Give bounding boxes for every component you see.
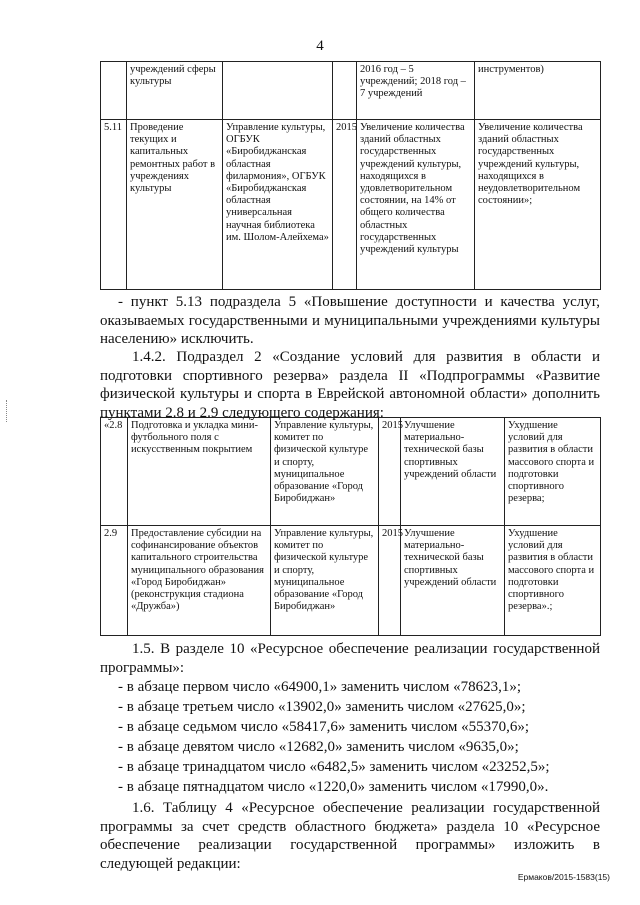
paragraph-1-5: 1.5. В разделе 10 «Ресурсное обеспечение реализации государственной программы»: — [100, 641, 600, 676]
table-culture-measures — [100, 61, 601, 290]
page-number: 4 — [316, 38, 324, 54]
list-item: - в абзаце девятом число «12682,0» заменить числом «9635,0»; — [118, 739, 519, 755]
list-item: - в абзаце третьем число «13902,0» заменить числом «27625,0»; — [118, 699, 526, 715]
cell-name: Подготовка и укладка мини-футбольного поля с искусственным покрытием — [128, 418, 271, 526]
cell-num — [101, 62, 127, 120]
document-footer-code: Ермаков/2015-1583(15) — [517, 872, 610, 882]
cell-result: Улучшение материально-технической базы спортивных учреждений области — [401, 526, 505, 636]
margin-mark — [6, 400, 8, 422]
cell-year: 2015 — [379, 526, 401, 636]
table-sport-measures — [100, 417, 601, 636]
cell-num: 2.9 — [101, 526, 128, 636]
cell-result: Увеличение количества зданий областных государственных учреждений культуры, находящихся в удовлетворительном состоянии, на 14% от общего количества областных государственных учреждений культуры — [357, 120, 475, 290]
table-row — [101, 418, 601, 526]
cell-year — [333, 62, 357, 120]
cell-indicator: Ухудшение условий для развития в области массового спорта и подготовки спортивного резерва; — [505, 418, 601, 526]
cell-year: 2015 — [379, 418, 401, 526]
cell-name: Предоставление субсидии на софинансирование объектов капитального строительства муниципального образования «Город Биробиджан» (реконструкция стадиона «Дружба») — [128, 526, 271, 636]
list-item: - в абзаце седьмом число «58417,6» заменить числом «55370,6»; — [118, 719, 530, 735]
cell-name: учреждений сферы культуры — [127, 62, 223, 120]
cell-num: 5.11 — [101, 120, 127, 290]
table-row — [101, 62, 601, 120]
table-row — [101, 526, 601, 636]
cell-year: 2015 — [333, 120, 357, 290]
cell-name: Проведение текущих и капитальных ремонтных работ в учреждениях культуры — [127, 120, 223, 290]
cell-num: «2.8 — [101, 418, 128, 526]
cell-result: 2016 год – 5 учреждений; 2018 год – 7 учреждений — [357, 62, 475, 120]
cell-executor: Управление культуры, комитет по физической культуре и спорту, муниципальное образование «Город Биробиджан» — [271, 526, 379, 636]
paragraph-1-4-2: 1.4.2. Подраздел 2 «Создание условий для развития в области и подготовки спортивного резерва» раздела II «Подпрограммы «Развитие физической культуры и спорта в Еврейской автономной области» дополнить пунктами 2.8 и 2.9 следующего содержания: — [100, 349, 600, 421]
table-row — [101, 120, 601, 290]
paragraph-1-6: 1.6. Таблицу 4 «Ресурсное обеспечение реализации государственной программы за счет средств областного бюджета» раздела 10 «Ресурсное обеспечение реализации государственной программы» изложить в следующей редакции: — [100, 800, 600, 872]
list-item: - в абзаце тринадцатом число «6482,5» заменить числом «23252,5»; — [118, 759, 550, 775]
cell-indicator: Ухудшение условий для развития в области массового спорта и подготовки спортивного резерва».; — [505, 526, 601, 636]
cell-executor: Управление культуры, комитет по физической культуре и спорту, муниципальное образование «Город Биробиджан» — [271, 418, 379, 526]
list-item: - в абзаце первом число «64900,1» заменить числом «78623,1»; — [118, 679, 521, 695]
paragraph-exclude-5-13: - пункт 5.13 подраздела 5 «Повышение доступности и качества услуг, оказываемых государственными и муниципальными учреждениями культуры населению» исключить. — [100, 294, 600, 347]
cell-indicator: инструментов) — [475, 62, 601, 120]
cell-executor: Управление культуры, ОГБУК «Биробиджанская областная филармония», ОГБУК «Биробиджанская областная универсальная научная библиотека им. Шолом-Алейхема» — [223, 120, 333, 290]
cell-executor — [223, 62, 333, 120]
list-item: - в абзаце пятнадцатом число «1220,0» заменить числом «17990,0». — [118, 779, 549, 795]
cell-indicator: Увеличение количества зданий областных государственных учреждений культуры, находящихся в неудовлетворительном состоянии»; — [475, 120, 601, 290]
cell-result: Улучшение материально-технической базы спортивных учреждений области — [401, 418, 505, 526]
